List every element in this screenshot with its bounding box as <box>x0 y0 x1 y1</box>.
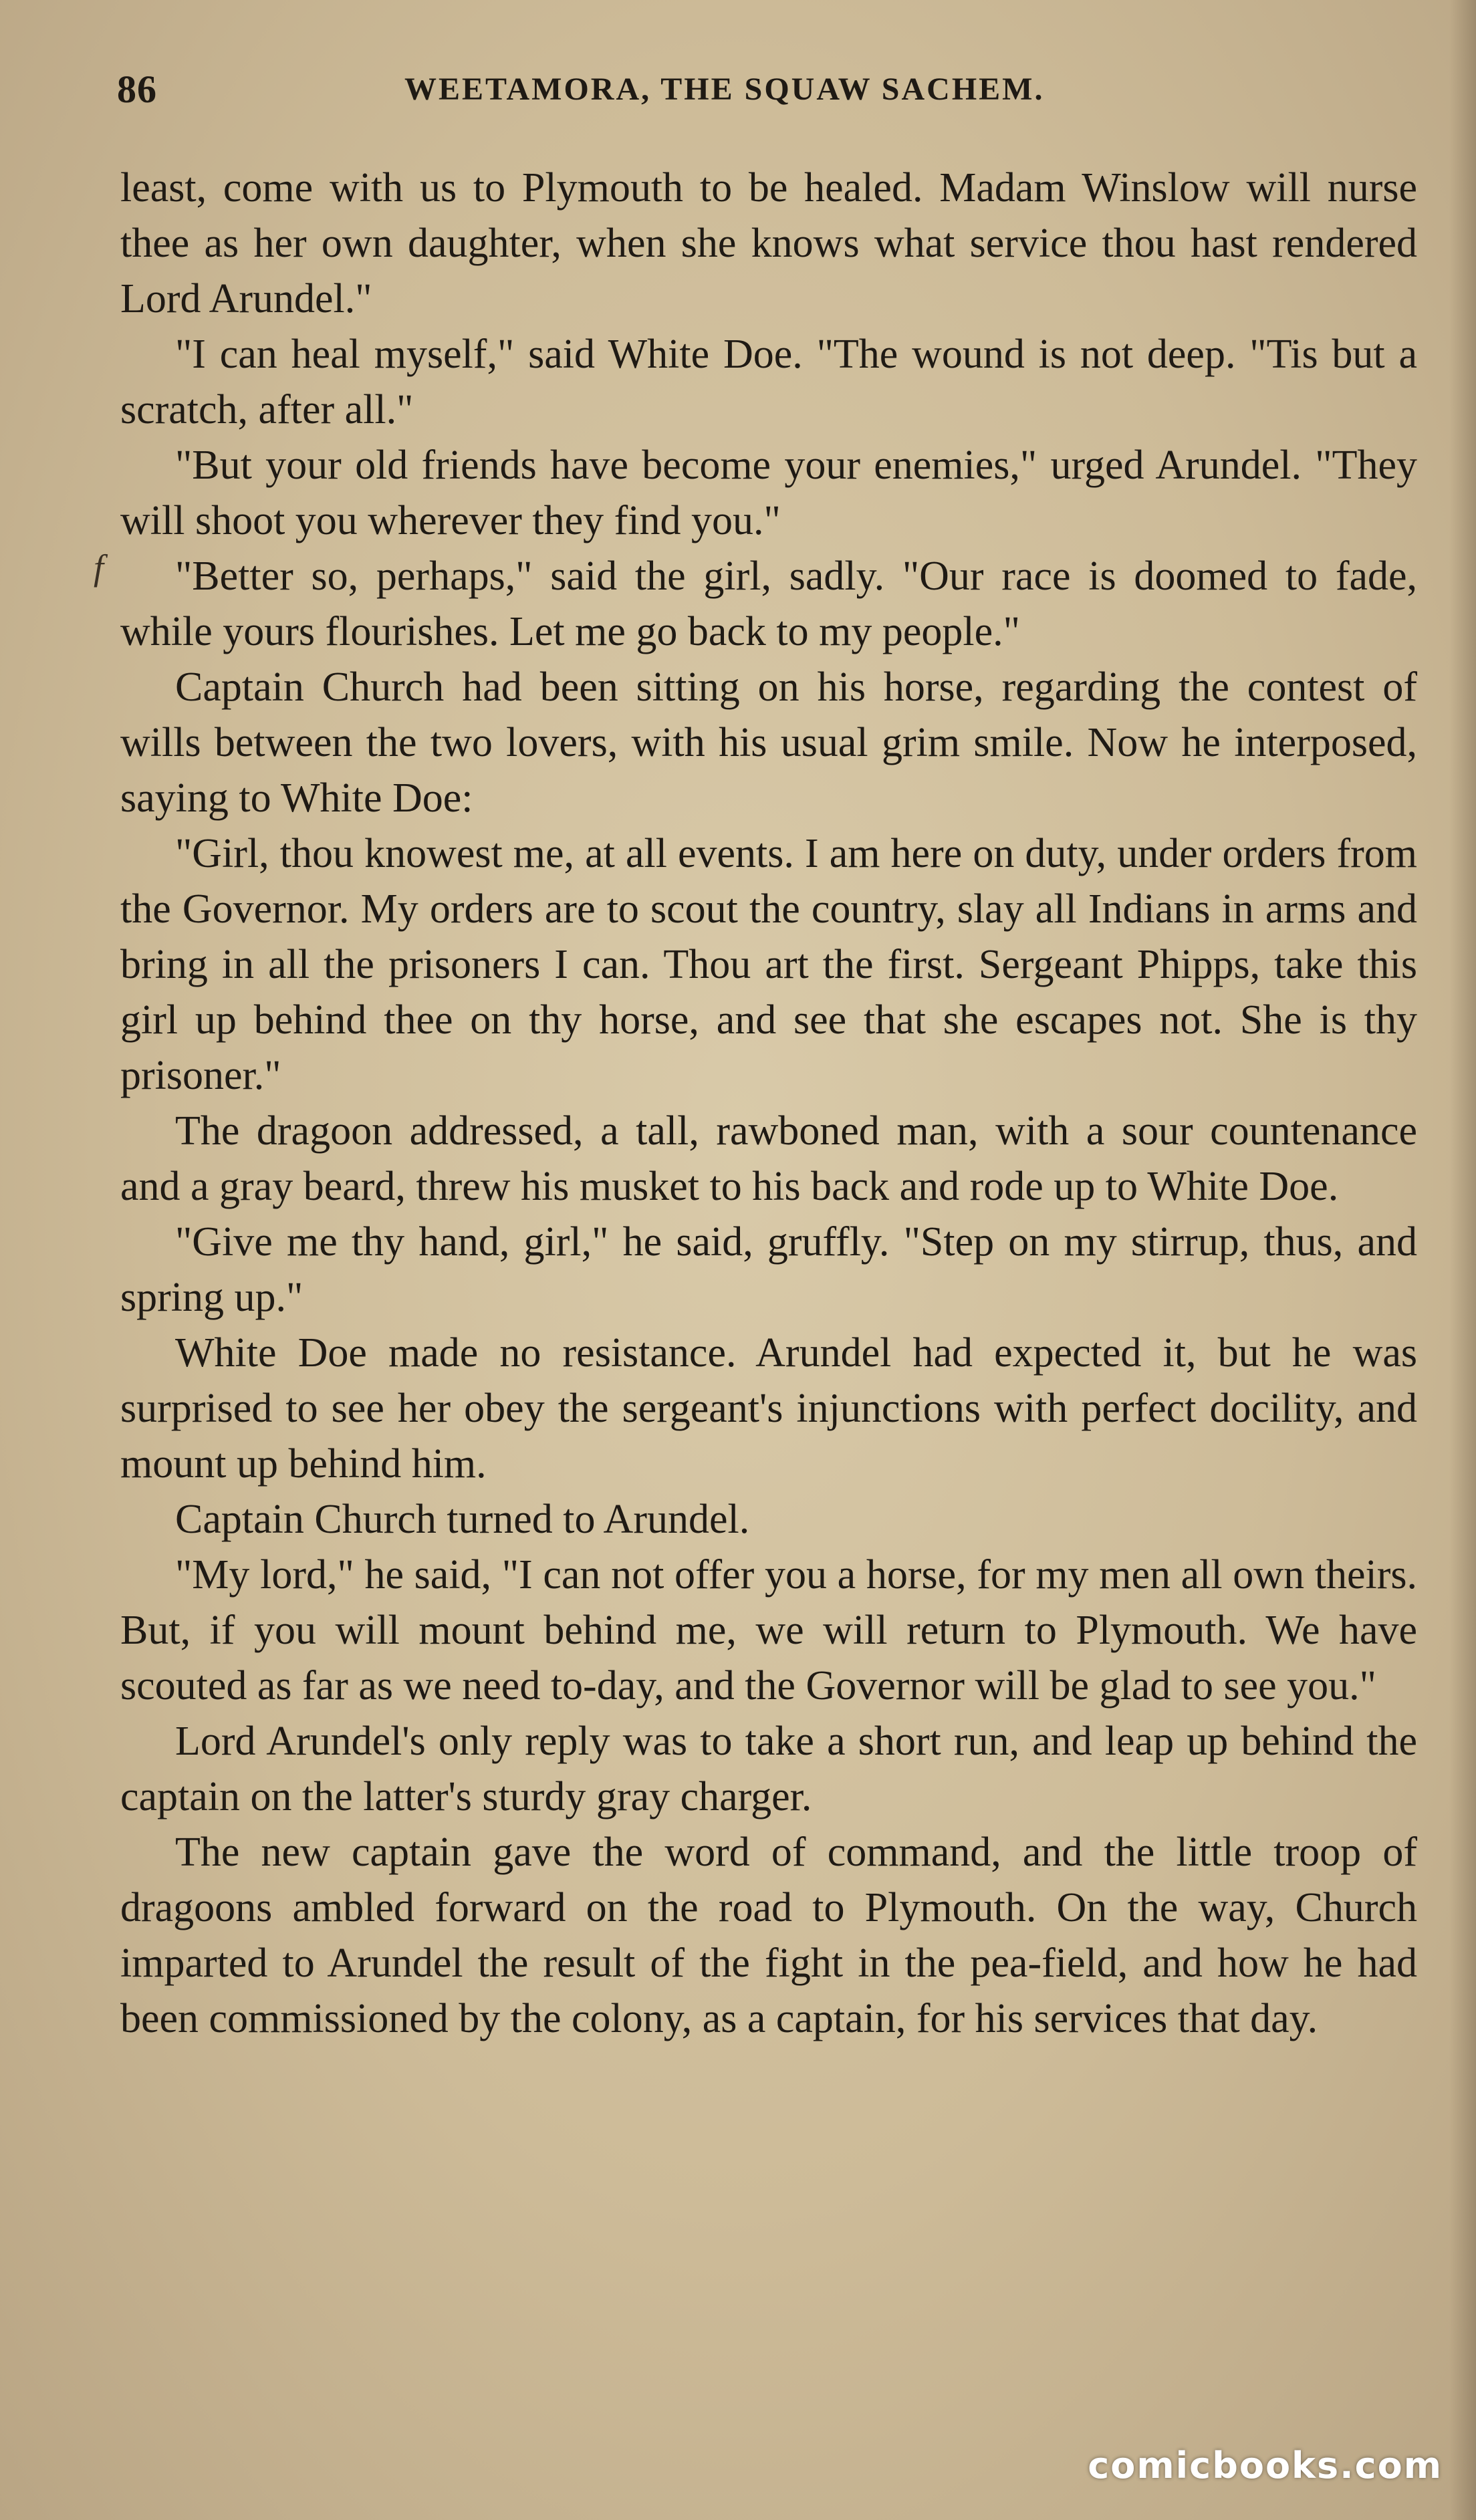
running-title: WEETAMORA, THE SQUAW SACHEM. <box>404 72 1045 107</box>
paragraph: "Give me thy hand, girl," he said, gruffly. "Step on my stirrup, thus, and spring up." <box>120 1219 1417 1320</box>
margin-pencil-mark: f <box>94 547 104 588</box>
paragraph: "My lord," he said, "I can not offer you a horse, for my men all own theirs. But, if you will mount behind me, we will return to Plymouth. We have scouted as far as we need to-day, and the Governor will be glad to see you." <box>120 1552 1417 1709</box>
paragraph: Captain Church turned to Arundel. <box>175 1497 750 1542</box>
watermark: comicbooks.com <box>1088 2444 1443 2487</box>
paragraph: Lord Arundel's only reply was to take a short run, and leap up behind the captain on the latter's sturdy gray charger. <box>120 1719 1417 1819</box>
paragraph: "Girl, thou knowest me, at all events. I am here on duty, under orders from the Governor. My orders are to scout the country, slay all Indians in arms and bring in all the prisoners I can. Thou art the first. Sergeant Phipps, take this girl up behind thee on thy horse, and see that she escapes not. She is thy prisoner." <box>120 831 1417 1098</box>
paragraph: White Doe made no resistance. Arundel had expected it, but he was surprised to see her obey the sergeant's injunctions with perfect docility, and mount up behind him. <box>120 1330 1417 1487</box>
paragraph: least, come with us to Plymouth to be healed. Madam Winslow will nurse thee as her own daughter, when she knows what service thou hast rendered Lord Arundel." <box>120 165 1417 322</box>
paragraph: "But your old friends have become your enemies," urged Arundel. "They will shoot you wherever they find you." <box>120 443 1417 543</box>
body-text <box>120 160 1417 2047</box>
paragraph: Captain Church had been sitting on his horse, regarding the contest of wills between the two lovers, with his usual grim smile. Now he interposed, saying to White Doe: <box>120 664 1417 821</box>
page-number: 86 <box>117 68 157 111</box>
page-header <box>117 67 1414 114</box>
page-edge-shadow <box>1449 0 1476 2520</box>
paragraph: The new captain gave the word of command, and the little troop of dragoons ambled forward on the road to Plymouth. On the way, Church imparted to Arundel the result of the fight in the pea-field, and how he had been commissioned by the colony, as a captain, for his services that day. <box>120 1830 1417 2041</box>
paragraph: "Better so, perhaps," said the girl, sadly. "Our race is doomed to fade, while yours flourishes. Let me go back to my people." <box>120 553 1417 654</box>
paragraph: The dragoon addressed, a tall, rawboned man, with a sour countenance and a gray beard, threw his musket to his back and rode up to White Doe. <box>120 1108 1417 1209</box>
paragraph: "I can heal myself," said White Doe. "The wound is not deep. "Tis but a scratch, after all." <box>120 332 1417 432</box>
